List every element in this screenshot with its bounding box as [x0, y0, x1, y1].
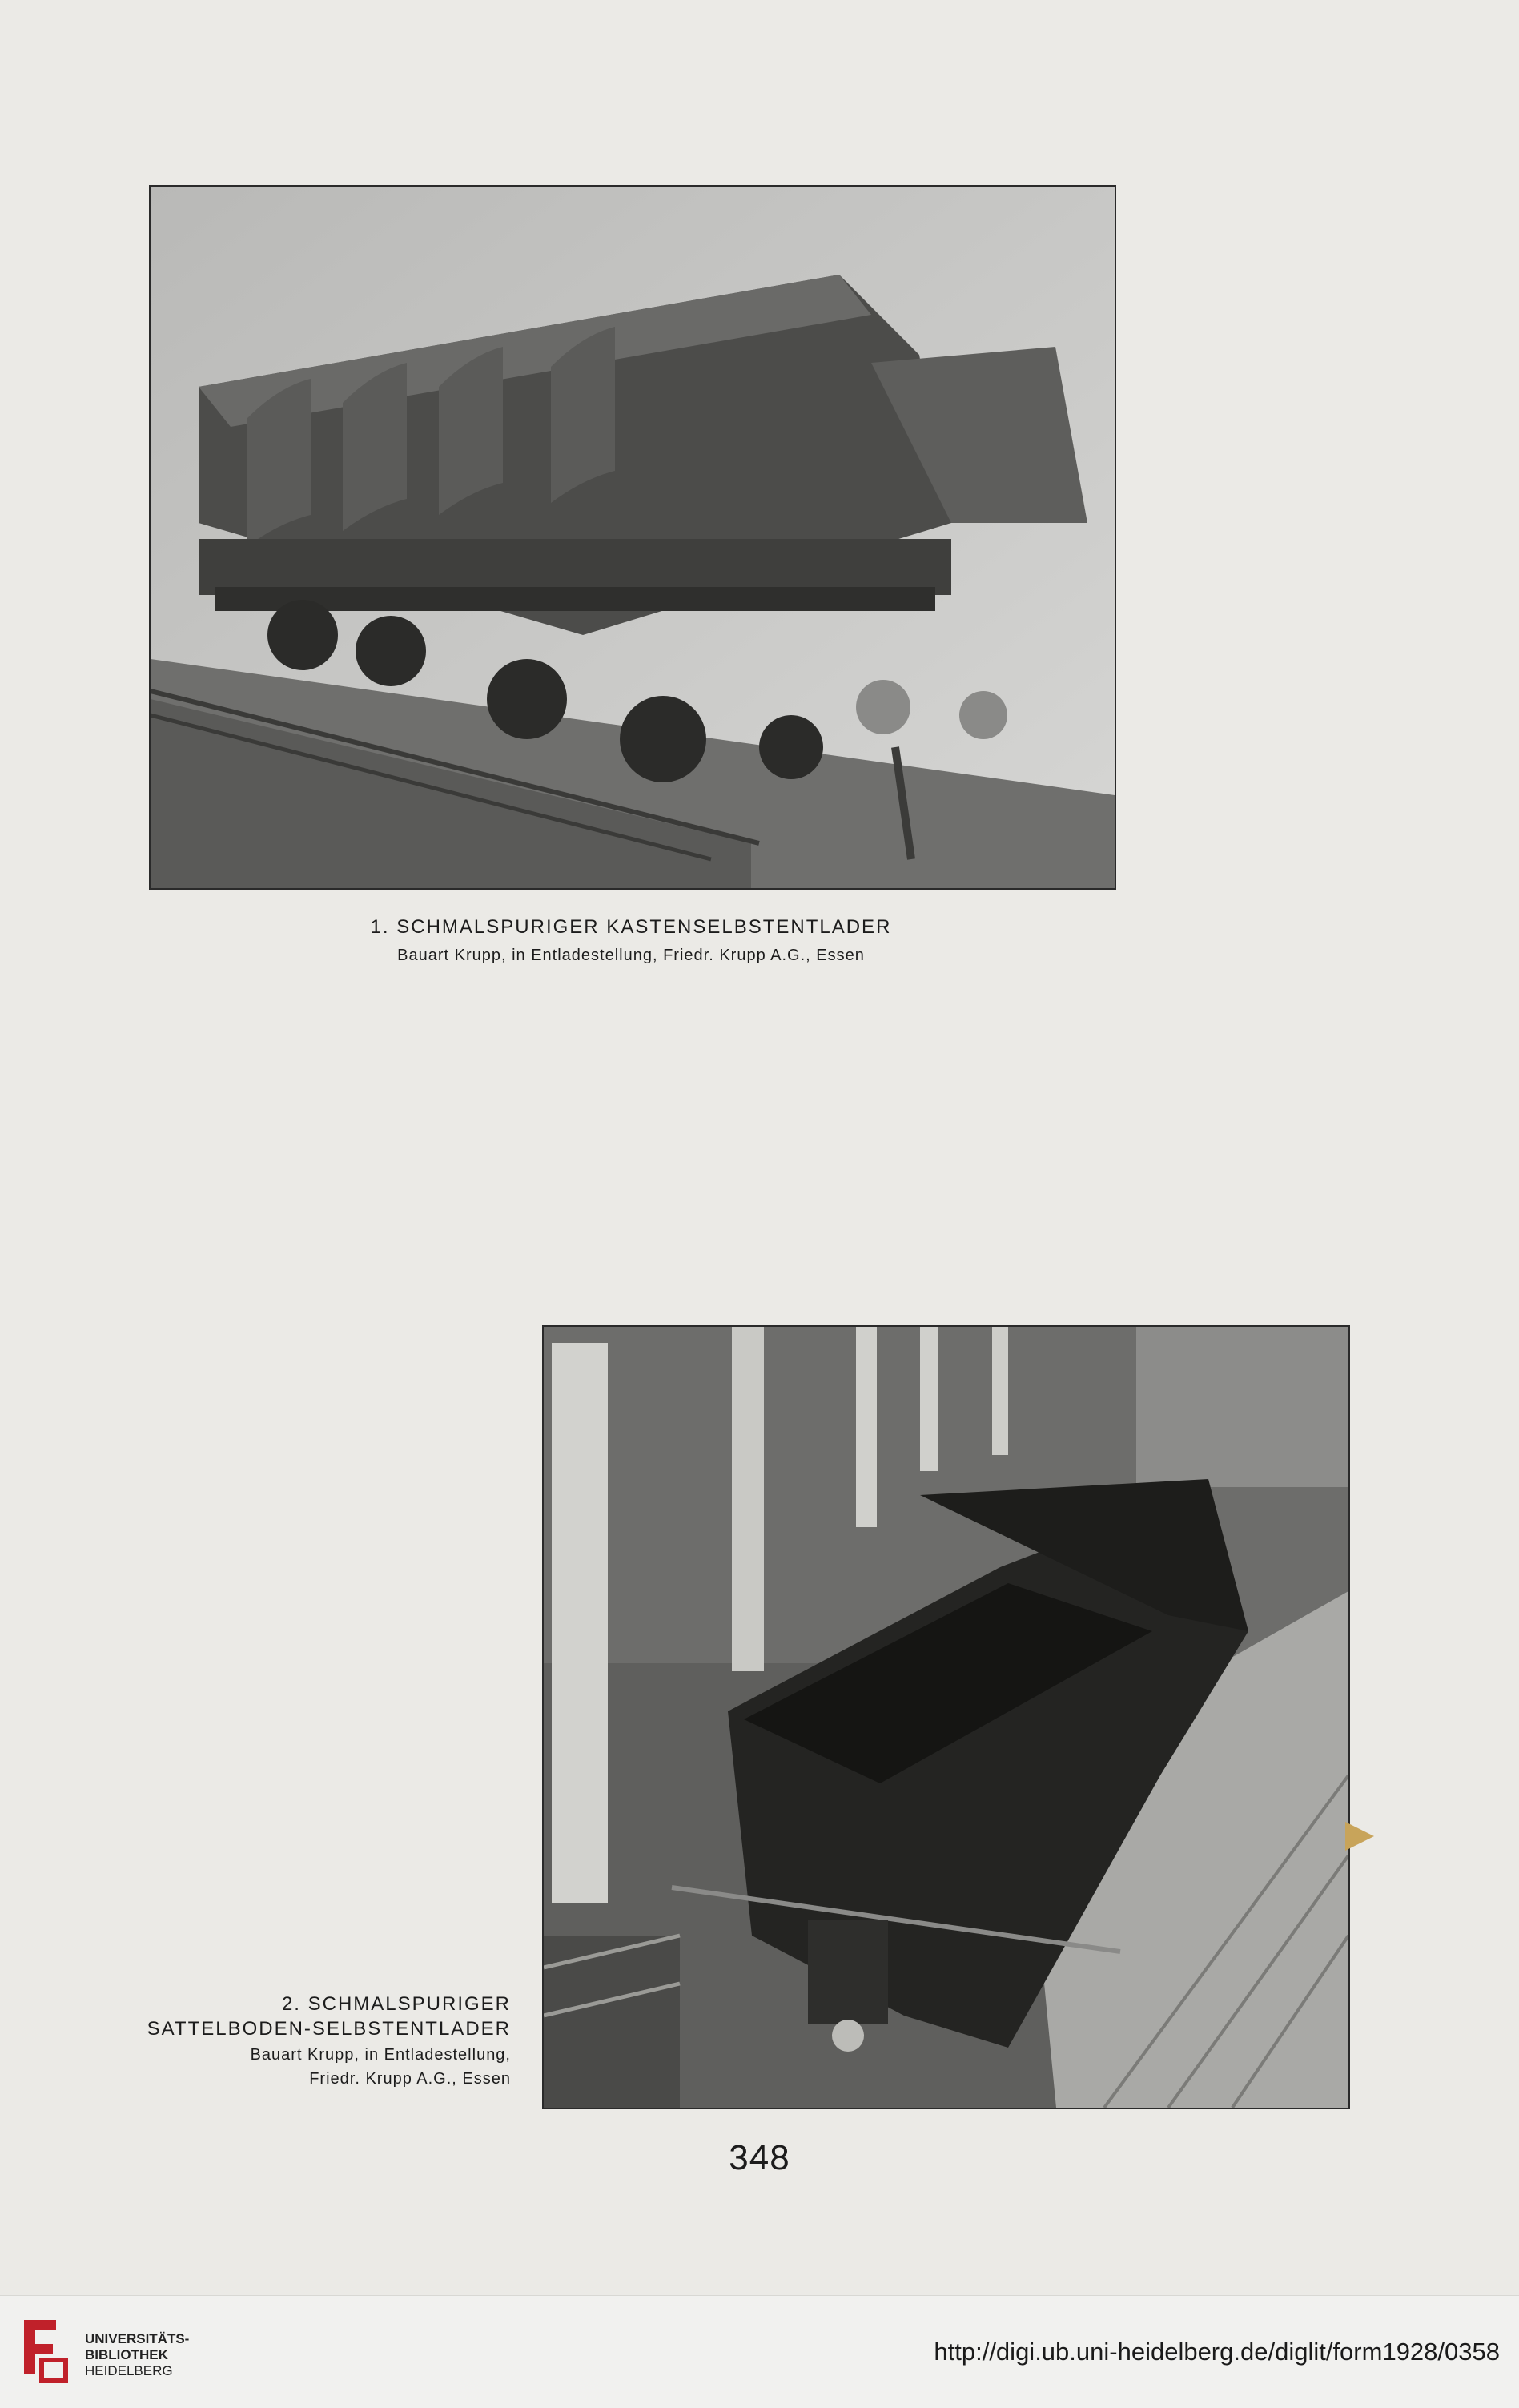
figure-2-subtitle-line2: Friedr. Krupp A.G., Essen: [309, 2070, 511, 2088]
figure-1-subtitle: Bauart Krupp, in Entladestellung, Friedr. Krupp A.G., Essen: [397, 947, 865, 964]
heidelberg-library-logo-icon[interactable]: [18, 2312, 74, 2384]
photo-sattelboden-selbstentlader: [542, 1325, 1350, 2109]
page-marker-icon: [1345, 1822, 1374, 1851]
library-name-line3: HEIDELBERG: [85, 2363, 173, 2378]
page-number: 348: [729, 2138, 790, 2177]
figure-1-caption: [149, 915, 1113, 967]
library-name-line1: UNIVERSITÄTS-: [85, 2331, 190, 2346]
viewer-footer: [0, 2295, 1519, 2408]
photo-kastenselbstentlader: [149, 185, 1116, 890]
figure-2-title-line2: SATTELBODEN-SELBSTENTLADER: [147, 2018, 511, 2040]
library-name[interactable]: [85, 2331, 189, 2379]
figure-2-subtitle-line1: Bauart Krupp, in Entladestellung,: [250, 2046, 511, 2064]
library-name-line2: BIBLIOTHEK: [85, 2347, 168, 2362]
permalink-url[interactable]: http://digi.ub.uni-heidelberg.de/diglit/form1928/0358: [934, 2338, 1500, 2366]
figure-2-title-line1: 2. SCHMALSPURIGER: [281, 1993, 511, 2015]
figure-2-caption: [72, 1992, 511, 2089]
figure-1-title: 1. SCHMALSPURIGER KASTENSELBSTENTLADER: [370, 916, 892, 938]
